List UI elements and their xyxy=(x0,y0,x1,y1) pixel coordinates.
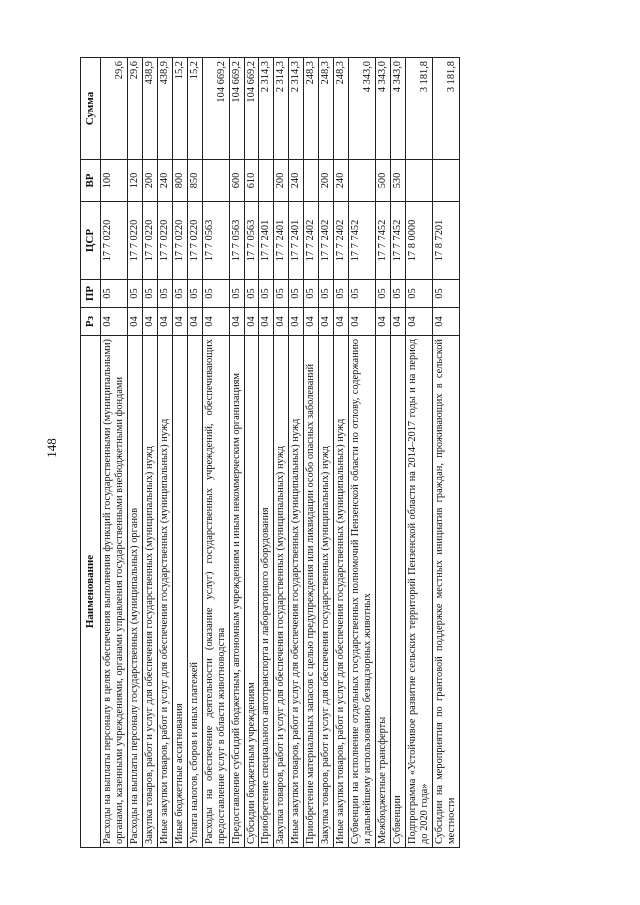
cell-vr xyxy=(202,160,229,202)
cell-sum: 2 314,3 xyxy=(274,58,289,160)
header-sum: Сумма xyxy=(81,58,101,160)
cell-pr: 05 xyxy=(259,280,274,308)
cell-rz: 04 xyxy=(319,308,334,336)
table-row xyxy=(274,58,289,848)
cell-rz: 04 xyxy=(376,308,391,336)
table-row xyxy=(432,58,459,848)
page-number: 148 xyxy=(44,438,59,458)
table-row xyxy=(349,58,376,848)
cell-csr: 17 8 0000 xyxy=(406,202,433,280)
cell-pr: 05 xyxy=(432,280,459,308)
cell-sum: 104 669,2 xyxy=(244,58,259,160)
table-row xyxy=(127,58,142,848)
cell-rz: 04 xyxy=(101,308,128,336)
cell-vr: 240 xyxy=(289,160,304,202)
table-row xyxy=(172,58,187,848)
cell-sum: 248,3 xyxy=(319,58,334,160)
cell-csr: 17 7 0220 xyxy=(187,202,202,280)
cell-pr: 05 xyxy=(229,280,244,308)
cell-sum: 438,9 xyxy=(142,58,157,160)
cell-sum: 3 181,8 xyxy=(432,58,459,160)
table-row xyxy=(142,58,157,848)
cell-name: Закупка товаров, работ и услуг для обеспечения государственных (муниципальных) нужд xyxy=(274,336,289,848)
cell-name: Субсидии на мероприятия по грантовой поддержке местных инициатив граждан, проживающих в сельской местности xyxy=(432,336,459,848)
table-row xyxy=(334,58,349,848)
table-row xyxy=(187,58,202,848)
cell-vr xyxy=(304,160,319,202)
cell-name: Приобретение специального автотранспорта и лабораторного оборудования xyxy=(259,336,274,848)
header-name: Наименование xyxy=(81,336,101,848)
cell-vr: 530 xyxy=(391,160,406,202)
header-pr: ПР xyxy=(81,280,101,308)
cell-vr xyxy=(432,160,459,202)
cell-csr: 17 8 7201 xyxy=(432,202,459,280)
cell-vr xyxy=(406,160,433,202)
cell-csr: 17 7 0220 xyxy=(157,202,172,280)
cell-pr: 05 xyxy=(406,280,433,308)
cell-csr: 17 7 7452 xyxy=(376,202,391,280)
cell-name: Иные закупки товаров, работ и услуг для обеспечения государственных (муниципальных) нужд xyxy=(157,336,172,848)
cell-csr: 17 7 2402 xyxy=(304,202,319,280)
header-csr: ЦСР xyxy=(81,202,101,280)
table-row xyxy=(202,58,229,848)
cell-vr: 100 xyxy=(101,160,128,202)
cell-rz: 04 xyxy=(304,308,319,336)
cell-csr: 17 7 7452 xyxy=(349,202,376,280)
cell-pr: 05 xyxy=(334,280,349,308)
table-row xyxy=(376,58,391,848)
cell-pr: 05 xyxy=(319,280,334,308)
cell-csr: 17 7 2402 xyxy=(334,202,349,280)
cell-pr: 05 xyxy=(376,280,391,308)
cell-sum: 4 343,0 xyxy=(391,58,406,160)
cell-vr: 240 xyxy=(334,160,349,202)
cell-sum: 15,2 xyxy=(172,58,187,160)
cell-pr: 05 xyxy=(202,280,229,308)
cell-rz: 04 xyxy=(142,308,157,336)
cell-csr: 17 7 0220 xyxy=(101,202,128,280)
cell-vr: 850 xyxy=(187,160,202,202)
cell-vr: 610 xyxy=(244,160,259,202)
cell-name: Закупка товаров, работ и услуг для обеспечения государственных (муниципальных) нужд xyxy=(142,336,157,848)
cell-name: Иные закупки товаров, работ и услуг для обеспечения государственных (муниципальных) нужд xyxy=(289,336,304,848)
cell-name: Межбюджетные трансферты xyxy=(376,336,391,848)
cell-vr xyxy=(259,160,274,202)
cell-rz: 04 xyxy=(289,308,304,336)
budget-table-container xyxy=(80,58,610,848)
cell-rz: 04 xyxy=(244,308,259,336)
cell-pr: 05 xyxy=(289,280,304,308)
cell-pr: 05 xyxy=(172,280,187,308)
cell-pr: 05 xyxy=(391,280,406,308)
table-body xyxy=(101,58,460,848)
table-row xyxy=(229,58,244,848)
table-row xyxy=(101,58,128,848)
header-vr: ВР xyxy=(81,160,101,202)
cell-sum: 104 669,2 xyxy=(229,58,244,160)
cell-pr: 05 xyxy=(187,280,202,308)
cell-sum: 29,6 xyxy=(101,58,128,160)
cell-sum: 4 343,0 xyxy=(376,58,391,160)
cell-name: Расходы на обеспечение деятельности (оказание услуг) государственных учреждений, обеспечивающих предоставление услуг в области животноводства xyxy=(202,336,229,848)
cell-vr: 200 xyxy=(319,160,334,202)
budget-table xyxy=(80,57,460,848)
cell-csr: 17 7 0563 xyxy=(202,202,229,280)
cell-name: Уплата налогов, сборов и иных платежей xyxy=(187,336,202,848)
cell-pr: 05 xyxy=(304,280,319,308)
cell-sum: 15,2 xyxy=(187,58,202,160)
cell-name: Субвенции xyxy=(391,336,406,848)
cell-csr: 17 7 0563 xyxy=(244,202,259,280)
cell-name: Подпрограмма «Устойчивое развитие сельских территорий Пензенской области на 2014–2017 годы и на период до 2020 года» xyxy=(406,336,433,848)
cell-pr: 05 xyxy=(127,280,142,308)
cell-name: Предоставление субсидий бюджетным, автономным учреждениям и иным некоммерческим организациям xyxy=(229,336,244,848)
table-row xyxy=(406,58,433,848)
cell-rz: 04 xyxy=(187,308,202,336)
cell-sum: 2 314,3 xyxy=(289,58,304,160)
cell-name: Иные бюджетные ассигнования xyxy=(172,336,187,848)
table-row xyxy=(157,58,172,848)
cell-pr: 05 xyxy=(349,280,376,308)
cell-vr: 500 xyxy=(376,160,391,202)
cell-vr: 240 xyxy=(157,160,172,202)
cell-sum: 438,9 xyxy=(157,58,172,160)
cell-rz: 04 xyxy=(172,308,187,336)
cell-rz: 04 xyxy=(229,308,244,336)
cell-name: Субвенции на исполнение отдельных государственных полномочий Пензенской области по отлову, содержанию и дальнейшему использованию безнадзорных животных xyxy=(349,336,376,848)
table-header-row xyxy=(81,58,101,848)
cell-name: Расходы на выплаты персоналу в целях обеспечения выполнения функций государственными (муниципальными) органами, казенными учреждениями, органами управления государственными внебюджетными фондами xyxy=(101,336,128,848)
cell-pr: 05 xyxy=(101,280,128,308)
cell-sum: 248,3 xyxy=(334,58,349,160)
cell-sum: 4 343,0 xyxy=(349,58,376,160)
cell-sum: 248,3 xyxy=(304,58,319,160)
table-row xyxy=(244,58,259,848)
cell-vr: 800 xyxy=(172,160,187,202)
cell-rz: 04 xyxy=(259,308,274,336)
cell-csr: 17 7 2401 xyxy=(259,202,274,280)
cell-vr: 200 xyxy=(142,160,157,202)
cell-rz: 04 xyxy=(349,308,376,336)
cell-sum: 104 669,2 xyxy=(202,58,229,160)
cell-name: Приобретение материальных запасов с целью предупреждения или ликвидации особо опасных заболеваний xyxy=(304,336,319,848)
cell-rz: 04 xyxy=(202,308,229,336)
cell-vr: 200 xyxy=(274,160,289,202)
cell-csr: 17 7 0220 xyxy=(127,202,142,280)
cell-rz: 04 xyxy=(391,308,406,336)
cell-sum: 29,6 xyxy=(127,58,142,160)
table-row xyxy=(259,58,274,848)
cell-csr: 17 7 2402 xyxy=(319,202,334,280)
cell-csr: 17 7 2401 xyxy=(289,202,304,280)
cell-pr: 05 xyxy=(142,280,157,308)
cell-rz: 04 xyxy=(334,308,349,336)
cell-csr: 17 7 0220 xyxy=(142,202,157,280)
header-rz: Рз xyxy=(81,308,101,336)
cell-sum: 2 314,3 xyxy=(259,58,274,160)
table-row xyxy=(289,58,304,848)
cell-rz: 04 xyxy=(127,308,142,336)
cell-vr: 120 xyxy=(127,160,142,202)
cell-vr: 600 xyxy=(229,160,244,202)
cell-rz: 04 xyxy=(406,308,433,336)
cell-vr xyxy=(349,160,376,202)
cell-rz: 04 xyxy=(432,308,459,336)
cell-rz: 04 xyxy=(274,308,289,336)
cell-pr: 05 xyxy=(274,280,289,308)
cell-name: Расходы на выплаты персоналу государственных (муниципальных) органов xyxy=(127,336,142,848)
cell-csr: 17 7 7452 xyxy=(391,202,406,280)
cell-sum: 3 181,8 xyxy=(406,58,433,160)
cell-name: Закупка товаров, работ и услуг для обеспечения государственных (муниципальных) нужд xyxy=(319,336,334,848)
table-row xyxy=(391,58,406,848)
cell-pr: 05 xyxy=(157,280,172,308)
table-row xyxy=(319,58,334,848)
cell-name: Субсидии бюджетным учреждениям xyxy=(244,336,259,848)
cell-csr: 17 7 0563 xyxy=(229,202,244,280)
cell-rz: 04 xyxy=(157,308,172,336)
cell-csr: 17 7 2401 xyxy=(274,202,289,280)
cell-csr: 17 7 0220 xyxy=(172,202,187,280)
cell-pr: 05 xyxy=(244,280,259,308)
table-row xyxy=(304,58,319,848)
cell-name: Иные закупки товаров, работ и услуг для обеспечения государственных (муниципальных) нужд xyxy=(334,336,349,848)
